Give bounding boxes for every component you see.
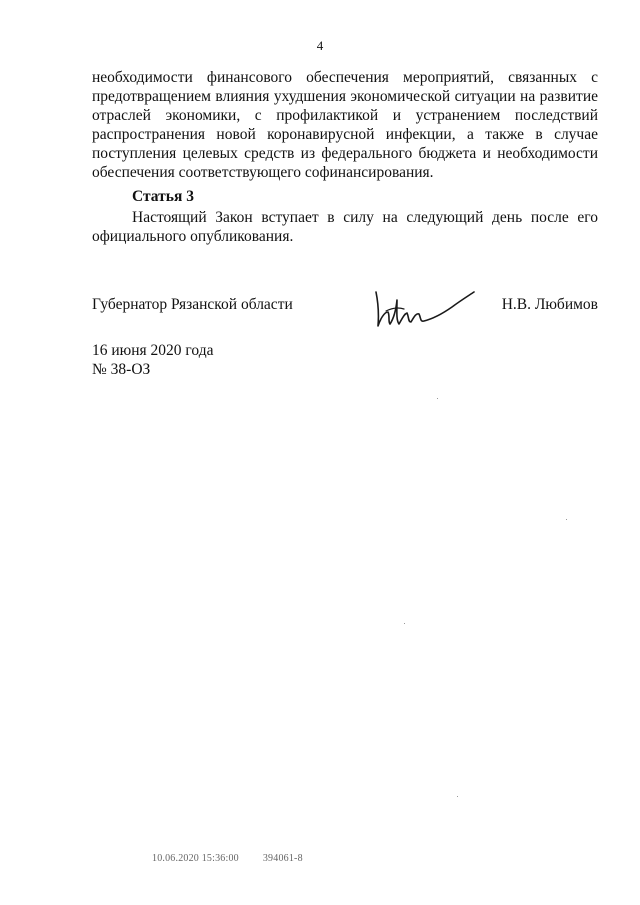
paragraph-line: отраслей экономики, с профилактикой и устранением последствий	[92, 107, 598, 124]
paragraph-line: официального опубликования.	[92, 228, 294, 245]
governor-title: Губернатор Рязанской области	[92, 296, 293, 313]
scan-speck	[437, 398, 438, 399]
paragraph-line: обеспечения соответствующего софинансирования.	[92, 164, 434, 181]
article-paragraph	[92, 208, 598, 246]
governor-name: Н.В. Любимов	[501, 296, 598, 313]
paragraph-line: поступления целевых средств из федерального бюджета и необходимости	[92, 145, 598, 162]
page-number: 4	[316, 38, 324, 53]
paragraph-line: распространения новой коронавирусной инфекции, а также в случае	[92, 126, 598, 143]
scan-speck	[404, 623, 405, 624]
scan-speck	[457, 796, 458, 797]
scan-speck	[566, 519, 567, 520]
article-heading: Статья 3	[132, 188, 194, 205]
continuation-paragraph	[92, 68, 598, 182]
law-date: 16 июня 2020 года	[92, 342, 214, 359]
law-number: № 38-ОЗ	[92, 361, 151, 378]
paragraph-line: предотвращением влияния ухудшения экономической ситуации на развитие	[92, 88, 598, 105]
footer-stamp	[152, 853, 303, 864]
handwritten-signature	[370, 286, 480, 332]
footer-document-code: 394061-8	[262, 853, 303, 864]
paragraph-line: необходимости финансового обеспечения мероприятий, связанных с	[92, 69, 598, 86]
footer-timestamp: 10.06.2020 15:36:00	[152, 853, 239, 864]
paragraph-line: Настоящий Закон вступает в силу на следующий день после его	[132, 209, 598, 226]
